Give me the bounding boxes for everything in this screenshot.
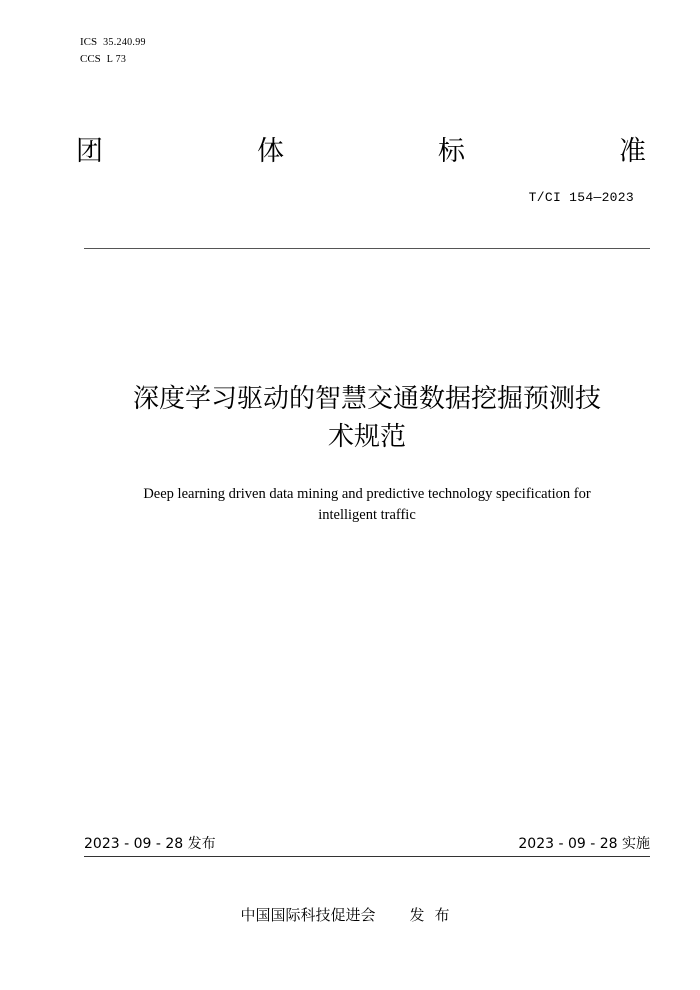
implementation-date: 2023 - 09 - 28 实施 [518, 836, 650, 852]
bottom-divider [84, 856, 650, 857]
standard-type-char: 标 [438, 136, 465, 167]
standard-number: T/CI 154—2023 [528, 190, 634, 205]
classification-codes [80, 34, 146, 68]
standard-type-char: 体 [257, 136, 284, 167]
standard-type-heading [76, 132, 646, 172]
ccs-label: CCS [80, 53, 101, 65]
ccs-row [80, 51, 146, 68]
top-divider [84, 248, 650, 249]
english-title [100, 484, 634, 526]
ics-label: ICS [80, 36, 98, 48]
ics-code: 35.240.99 [103, 37, 146, 48]
publish-action: 发布 [409, 906, 460, 924]
chinese-title-line: 术规范 [327, 422, 406, 452]
publisher-organization: 中国国际科技促进会 [240, 906, 376, 924]
chinese-title-line: 深度学习驱动的智慧交通数据挖掘预测技 [132, 384, 601, 414]
chinese-title [84, 380, 650, 456]
issue-date: 2023 - 09 - 28 发布 [84, 836, 216, 852]
publisher-line [0, 904, 700, 926]
ccs-code: L 73 [106, 54, 127, 65]
ics-row [80, 34, 146, 51]
english-title-line: Deep learning driven data mining and predictive technology specification for [143, 486, 591, 502]
standard-type-char: 准 [619, 136, 646, 167]
standard-type-char: 团 [76, 136, 103, 167]
date-row [84, 834, 650, 854]
english-title-line: intelligent traffic [318, 507, 416, 523]
